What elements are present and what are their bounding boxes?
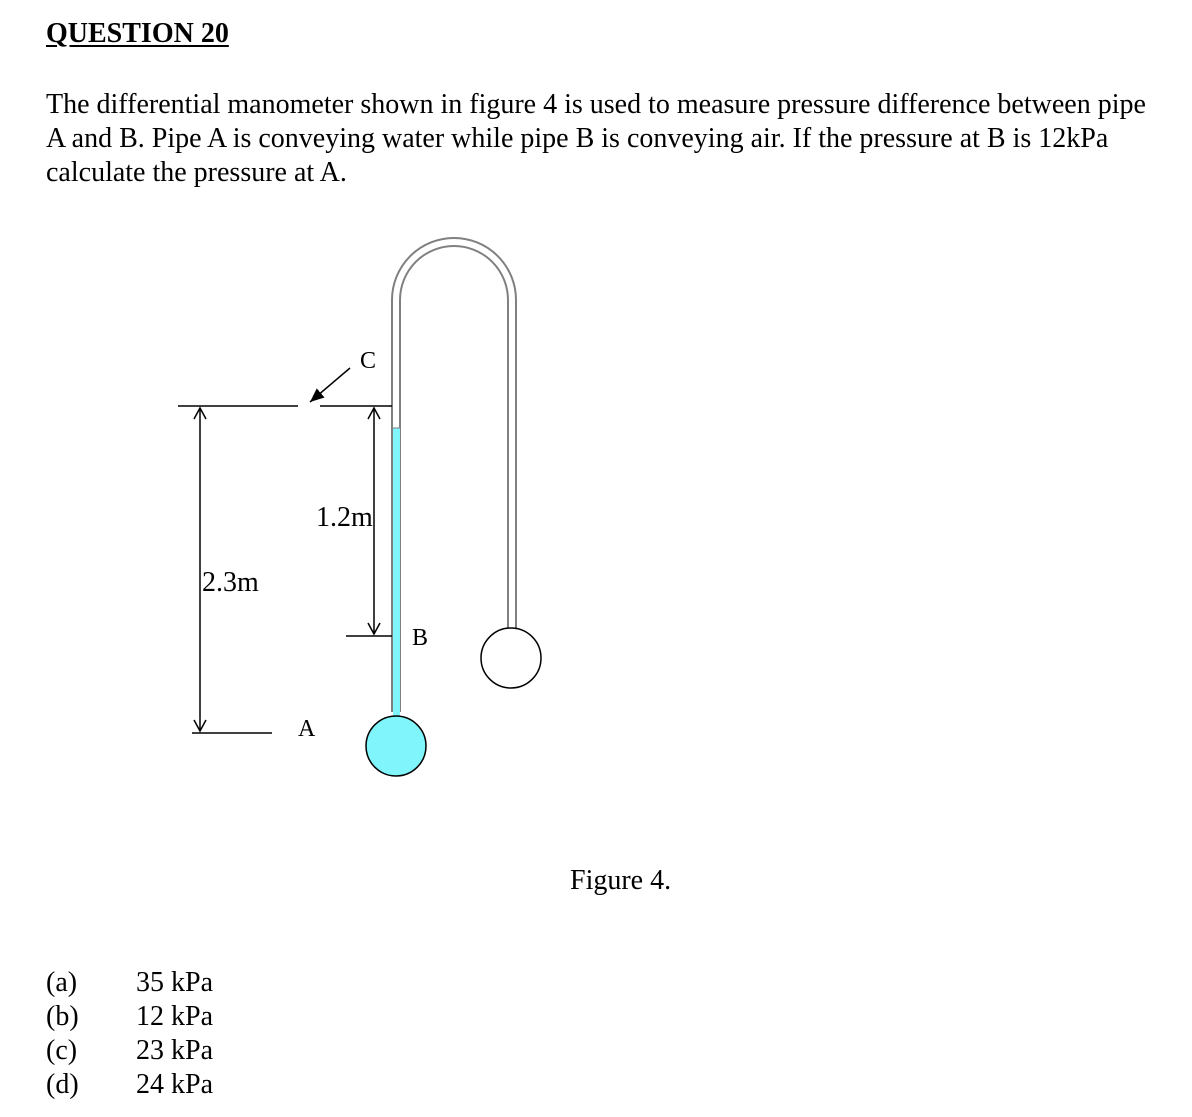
label-dim-inner: 1.2m bbox=[316, 502, 373, 533]
pipe-a bbox=[366, 716, 426, 776]
question-heading: QUESTION 20 bbox=[46, 18, 229, 49]
option-letter: (d) bbox=[46, 1069, 79, 1100]
option-letter: (a) bbox=[46, 967, 78, 998]
option-d[interactable] bbox=[46, 1068, 213, 1102]
label-b: B bbox=[412, 625, 429, 651]
question-text: The differential manometer shown in figure 4 is used to measure pressure difference between pipe A and B. Pipe A is conveying water while pipe B is conveying air. If the pressure at B is 12kPa calculate the pressure at A. bbox=[46, 89, 1146, 188]
label-a: A bbox=[298, 716, 316, 742]
answer-options bbox=[46, 966, 213, 1102]
option-letter: (b) bbox=[46, 1001, 79, 1032]
option-a[interactable] bbox=[46, 966, 213, 1000]
option-value: 23 kPa bbox=[136, 1035, 213, 1066]
figure-caption: Figure 4. bbox=[570, 865, 672, 896]
option-value: 35 kPa bbox=[136, 967, 213, 998]
option-value: 12 kPa bbox=[136, 1001, 213, 1032]
pipe-b bbox=[481, 628, 541, 688]
option-letter: (c) bbox=[46, 1035, 78, 1066]
option-c[interactable] bbox=[46, 1034, 213, 1068]
option-value: 24 kPa bbox=[136, 1069, 213, 1100]
water-column bbox=[393, 428, 400, 718]
label-dim-outer: 2.3m bbox=[202, 567, 259, 598]
option-b[interactable] bbox=[46, 1000, 213, 1034]
leader-arrow-c bbox=[310, 368, 350, 402]
label-c: C bbox=[360, 348, 377, 374]
